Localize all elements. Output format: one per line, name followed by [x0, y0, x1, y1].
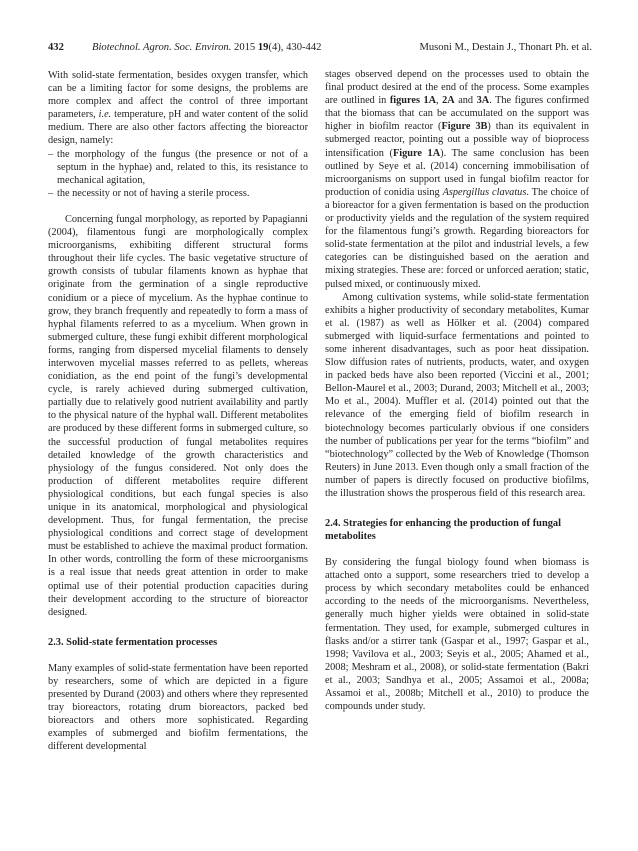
continuation-paragraph: stages observed depend on the processes used to obtain the final product desired at the end of the process. Some examples are outlined in figures 1A, 2A and 3A. The figures confirmed that the biomass that can be accumulated on the support was higher in biofilm reactor (Figure 3B) than its equivalent in submerged reactor, pointing out a possible way of bioprocess intensification (Figure 1A). The same conclusion has been outlined by Seye et al. (2014) concerning immobilisation of microorganisms on support used in fungal biofilm reactor for production of conidia using Aspergillus clavatus. The choice of a bioreactor for a given fermentation is based on the production or productivity yields and the regulation of the system required for the filamentous fungi’s growth. Regarding bioreactors for solid-state fermentation at the pilot and industrial levels, a few categories can be distinguished based on the aeration and mixing strategies. These are: forced or unforced aeration; static, pulsed mixed, or continuously mixed.: [325, 69, 589, 290]
journal-citation: [92, 41, 321, 54]
figure-ref-2a: 2A: [442, 95, 455, 107]
figure-ref-3b: Figure 3B: [441, 121, 488, 133]
running-header: [48, 41, 592, 54]
cultivation-paragraph: Among cultivation systems, while solid-state fermentation exhibits a higher productivity of secondary metabolites, Kumar et al. (1987) as well as Hölker et al. (2004) compared submerged with liquid-surface fermentations and pointed to some inherent disadvantages, such as poor heat dissipation. Slow diffusion rates of nutrients, products, water, and oxygen in packed beds have also been reported (Viccini et al., 2001; Bellon-Maurel et al., 2003; Durand, 2003; Mitchell et al., 2003; Mo et al., 2004). Muffler et al. (2014) pointed out that the relevance of the emerging field of biofilm research in biotechnology becomes particularly obvious if one considers the number of publications per year for the terms “biofilm” and “biotechnology” collected by the Web of Knowledge (Thomson Reuters) in June 2013. Even though only a small fraction of the number of papers is directly focused on productive biofilms, the illustration shows the prosperous field of this research area.: [325, 291, 589, 499]
page-number: 432: [48, 42, 64, 53]
section-heading-2-3: 2.3. Solid-state fermentation processes: [48, 636, 218, 648]
journal-title: Biotechnol. Agron. Soc. Environ.: [92, 42, 232, 53]
ie-abbrev: i.e.: [98, 109, 112, 121]
journal-year: 2015: [231, 42, 258, 53]
list-item: – the morphology of the fungus (the presence or not of a septum in the hyphae) and, related to this, its resistance to mechanical agitation,: [48, 148, 308, 186]
list-item: – the necessity or not of having a sterile process.: [48, 187, 250, 199]
species-name: Aspergillus clavatus: [442, 186, 527, 198]
figure-ref-1a-second: Figure 1A: [392, 147, 441, 159]
factor-list: [48, 148, 308, 200]
running-authors: Musoni M., Destain J., Thonart Ph. et al.: [419, 42, 592, 53]
left-column: [48, 69, 308, 754]
intro-paragraph: With solid-state fermentation, besides oxygen transfer, which can be a limiting factor for some designs, the problems are more complex and affect the control of three important parameters, i.e. temperature, pH and water content of the solid medium. There are also other factors affecting the bioreactor design, namely:: [48, 70, 308, 147]
journal-issue-pages: (4), 430-442: [268, 42, 322, 53]
morphology-paragraph: Concerning fungal morphology, as reported by Papagianni (2004), filamentous fungi are morphologically complex microorganisms, exhibiting different structural forms throughout their life cycles. The basic vegetative structure of growth consists of tubular filaments known as hyphae that originate from the germination of a single reproductive conidium or a piece of mycelium. As the hyphae continue to grow, they branch frequently and repeatedly to form a mass of hyphal filaments referred to as a mycelium. When grown in submerged culture, these fungi exhibit different morphological forms, ranging from dispersed mycelial filaments to densely interwoven mycelial masses referred to as pellets, whereas conidiation, as the end point of the fungi’s developmental cycle, is rarely achieved during submerged cultivation, partially due to relatively good nutrient availability and partly to the physical nature of the hyphal wall. Different metabolites are produced by these different forms in submerged culture, so the successful production of fungal metabolites requires detailed knowledge of the growth characteristics and physiology of the fungus considered. Not only does the production of different metabolites require different physiological conditions, but each fungal species is also unique in its anatomical, morphological and physiological development. Thus, for fungal fermentation, the precise physiological conditions and correct stage of development must be established to achieve the maximal product formation. In other words, controlling the form of these microorganisms is a real issue that needs great attention in order to make optimal use of their potential production capacities during their development according to the structure of bioreactor designed.: [48, 213, 308, 618]
right-column: [325, 68, 589, 713]
section-heading-2-4: 2.4. Strategies for enhancing the production of fungal metabolites: [325, 518, 562, 543]
section-2-3-paragraph: Many examples of solid-state fermentation have been reported by researchers, some of which are depicted in a figure presented by Durand (2003) and others where they represented tray bioreactors, rotating drum bioreactors, packed bed bioreactors and others more sophisticated. Regarding examples of submerged and biofilm fermentations, the different developmental: [48, 662, 308, 753]
journal-volume: 19: [257, 42, 269, 53]
section-2-4-paragraph: By considering the fungal biology found when biomass is attached onto a support, some researchers tried to develop a process by which secondary metabolites could be enhanced according to the needs of the microorganisms. Nevertheless, generally much higher yields were obtained in solid-state fermentation. They used, for example, submerged cultures in flasks and/or a stirrer tank (Gaspar et al., 1997; Gaspar et al., 1998; Vavilova et al., 2003; Seyis et al., 2005; Ahamed et al., 2008; Meshram et al., 2008), or solid-state fermentation (Bakri et al., 2003; Sandhya et al., 2005; Assamoi et al., 2008a; Assamoi et al., 2008b; Mitchell et al., 2010) to produce the compounds under study.: [325, 557, 589, 713]
figure-ref-3a: 3A: [476, 95, 490, 107]
figure-ref-1a: figures 1A: [389, 95, 437, 107]
